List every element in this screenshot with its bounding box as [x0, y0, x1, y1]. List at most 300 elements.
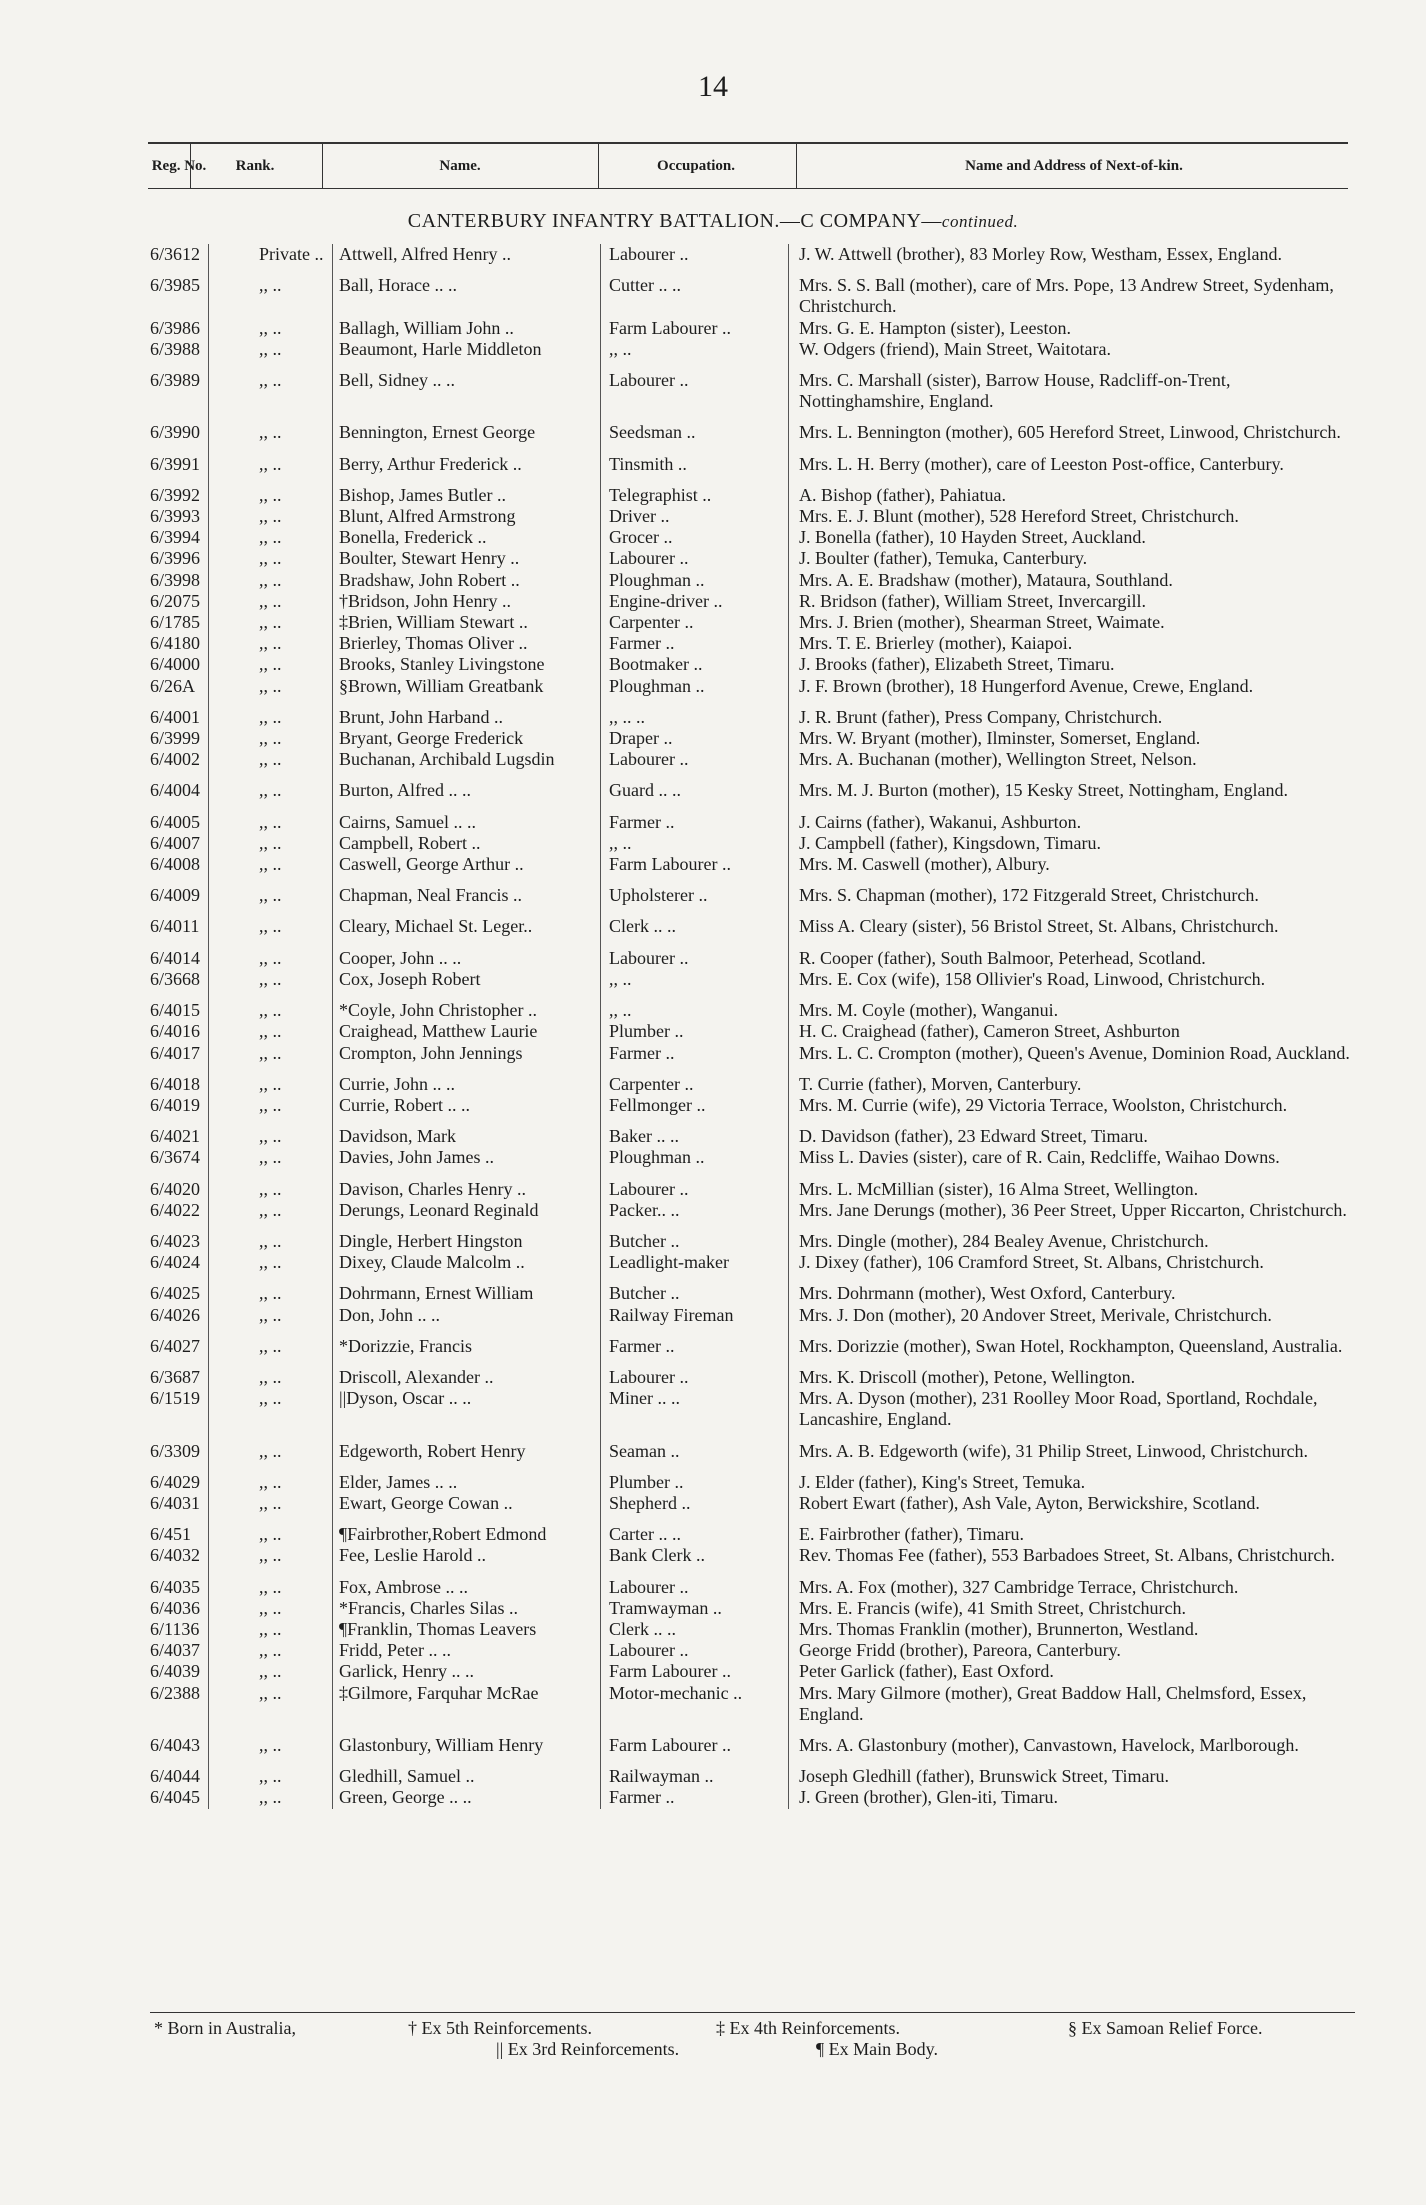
rank: ,, .. — [209, 360, 333, 412]
footer-rule — [150, 2012, 1355, 2013]
soldier-name: Bonella, Frederick .. — [333, 527, 601, 548]
soldier-name: Ball, Horace .. .. — [333, 265, 601, 317]
reg-number: 6/1136 — [150, 1618, 200, 1639]
table-row — [150, 1598, 1355, 1619]
table-row — [150, 1388, 1355, 1430]
reg-number: 6/4017 — [150, 1042, 201, 1063]
reg-number: 6/4037 — [150, 1640, 201, 1661]
soldier-name: ‡Brien, William Stewart .. — [333, 612, 601, 633]
rank: ,, .. — [209, 527, 333, 548]
next-of-kin: J. W. Attwell (brother), 83 Morley Row, Westham, Essex, England. — [789, 244, 1356, 265]
column-header-reg: Reg. No. — [151, 158, 207, 174]
reg-number: 6/4044 — [150, 1766, 201, 1787]
reg-number: 6/3612 — [150, 244, 201, 264]
table-row — [150, 591, 1355, 612]
reg-number: 6/3992 — [150, 484, 201, 505]
rank: ,, .. — [209, 697, 333, 728]
rank: ,, .. — [209, 1725, 333, 1756]
next-of-kin: E. Fairbrother (father), Timaru. — [789, 1514, 1356, 1545]
table-row — [150, 875, 1355, 906]
reg-number: 6/26A — [150, 675, 195, 696]
next-of-kin: D. Davidson (father), 23 Edward Street, Timaru. — [789, 1116, 1356, 1147]
soldier-name: Ballagh, William John .. — [333, 318, 601, 339]
reg-number: 6/4023 — [150, 1230, 201, 1251]
next-of-kin: Mrs. W. Bryant (mother), Ilminster, Somerset, England. — [789, 728, 1356, 749]
next-of-kin: T. Currie (father), Morven, Canterbury. — [789, 1064, 1356, 1095]
occupation: Railwayman .. — [601, 1756, 789, 1787]
table-row — [150, 1147, 1355, 1168]
rank: ,, .. — [209, 548, 333, 569]
occupation: Clerk .. .. — [601, 906, 789, 937]
occupation: ,, .. — [601, 833, 789, 854]
rank: ,, .. — [209, 1598, 333, 1619]
occupation: ,, .. — [601, 969, 789, 990]
occupation: Carpenter .. — [601, 612, 789, 633]
table-row — [150, 906, 1355, 937]
rank: ,, .. — [209, 833, 333, 854]
occupation: Labourer .. — [601, 1169, 789, 1200]
rank: ,, .. — [209, 1388, 333, 1430]
occupation: Leadlight-maker — [601, 1252, 789, 1273]
rank: ,, .. — [209, 612, 333, 633]
reg-number: 6/4016 — [150, 1021, 201, 1042]
soldier-name: Bishop, James Butler .. — [333, 475, 601, 506]
rank: ,, .. — [209, 633, 333, 654]
table-row — [150, 654, 1355, 675]
rank: ,, .. — [209, 969, 333, 990]
next-of-kin: Mrs. S. S. Ball (mother), care of Mrs. Pope, 13 Andrew Street, Sydenham, Christchurch. — [789, 265, 1356, 317]
occupation: Grocer .. — [601, 527, 789, 548]
reg-number: 6/3991 — [150, 453, 201, 474]
reg-number: 6/4005 — [150, 811, 201, 832]
reg-number: 6/4026 — [150, 1304, 201, 1325]
soldier-name: Beaumont, Harle Middleton — [333, 339, 601, 360]
soldier-name: Brooks, Stanley Livingstone — [333, 654, 601, 675]
table-row — [150, 412, 1355, 443]
reg-number: 6/3674 — [150, 1147, 201, 1168]
occupation: Ploughman .. — [601, 1147, 789, 1168]
table-row — [150, 318, 1355, 339]
reg-number: 6/1519 — [150, 1388, 201, 1409]
rank: ,, .. — [209, 1326, 333, 1357]
rank: ,, .. — [209, 1661, 333, 1682]
next-of-kin: Mrs. K. Driscoll (mother), Petone, Wellington. — [789, 1357, 1356, 1388]
rank: ,, .. — [209, 1683, 333, 1725]
reg-number: 6/4014 — [150, 947, 201, 968]
rank: ,, .. — [209, 1357, 333, 1388]
next-of-kin: Mrs. E. Francis (wife), 41 Smith Street, Christchurch. — [789, 1598, 1356, 1619]
next-of-kin: J. Bonella (father), 10 Hayden Street, Auckland. — [789, 527, 1356, 548]
next-of-kin: Mrs. Dohrmann (mother), West Oxford, Canterbury. — [789, 1273, 1356, 1304]
soldier-name: Davidson, Mark — [333, 1116, 601, 1147]
soldier-name: Davison, Charles Henry .. — [333, 1169, 601, 1200]
next-of-kin: W. Odgers (friend), Main Street, Waitotara. — [789, 339, 1356, 360]
soldier-name: Dohrmann, Ernest William — [333, 1273, 601, 1304]
occupation: Farmer .. — [601, 1043, 789, 1064]
next-of-kin: Mrs. L. C. Crompton (mother), Queen's Avenue, Dominion Road, Auckland. — [789, 1043, 1356, 1064]
table-row — [150, 1756, 1355, 1787]
next-of-kin: J. Green (brother), Glen-iti, Timaru. — [789, 1787, 1356, 1808]
next-of-kin: A. Bishop (father), Pahiatua. — [789, 475, 1356, 506]
occupation: Labourer .. — [601, 1357, 789, 1388]
soldier-name: Davies, John James .. — [333, 1147, 601, 1168]
footnote-ex-samoan: § Ex Samoan Relief Force. — [1068, 2018, 1263, 2038]
rank: ,, .. — [209, 444, 333, 475]
reg-number: 6/4036 — [150, 1597, 201, 1618]
table-row — [150, 527, 1355, 548]
soldier-name: Brierley, Thomas Oliver .. — [333, 633, 601, 654]
reg-number: 6/4001 — [150, 706, 201, 727]
occupation: Miner .. .. — [601, 1388, 789, 1430]
occupation: ,, .. .. — [601, 697, 789, 728]
reg-number: 6/4032 — [150, 1545, 201, 1566]
occupation: Labourer .. — [601, 244, 789, 265]
soldier-name: Gledhill, Samuel .. — [333, 1756, 601, 1787]
next-of-kin: J. F. Brown (brother), 18 Hungerford Avenue, Crewe, England. — [789, 676, 1356, 697]
occupation: Packer.. .. — [601, 1200, 789, 1221]
occupation: Ploughman .. — [601, 570, 789, 591]
occupation: Butcher .. — [601, 1273, 789, 1304]
soldier-name: Caswell, George Arthur .. — [333, 854, 601, 875]
next-of-kin: H. C. Craighead (father), Cameron Street, Ashburton — [789, 1021, 1356, 1042]
table-row — [150, 1021, 1355, 1042]
occupation: Tramwayman .. — [601, 1598, 789, 1619]
table-row — [150, 506, 1355, 527]
soldier-name: ||Dyson, Oscar .. .. — [333, 1388, 601, 1430]
next-of-kin: R. Bridson (father), William Street, Invercargill. — [789, 591, 1356, 612]
next-of-kin: Mrs. C. Marshall (sister), Barrow House, Radcliff-on-Trent, Nottinghamshire, England. — [789, 360, 1356, 412]
table-row — [150, 265, 1355, 317]
soldier-name: †Bridson, John Henry .. — [333, 591, 601, 612]
table-row — [150, 770, 1355, 801]
rank: ,, .. — [209, 728, 333, 749]
soldier-name: Currie, Robert .. .. — [333, 1095, 601, 1116]
next-of-kin: Mrs. M. Caswell (mother), Albury. — [789, 854, 1356, 875]
reg-number: 6/3687 — [150, 1366, 201, 1387]
next-of-kin: Mrs. L. Bennington (mother), 605 Hereford Street, Linwood, Christchurch. — [789, 412, 1356, 443]
soldier-name: Cooper, John .. .. — [333, 938, 601, 969]
reg-number: 6/2075 — [150, 590, 201, 611]
occupation: Farmer .. — [601, 1326, 789, 1357]
next-of-kin: Robert Ewart (father), Ash Vale, Ayton, Berwickshire, Scotland. — [789, 1493, 1356, 1514]
next-of-kin: J. Brooks (father), Elizabeth Street, Timaru. — [789, 654, 1356, 675]
reg-number: 6/3990 — [150, 422, 201, 443]
next-of-kin: Mrs. L. McMillian (sister), 16 Alma Street, Wellington. — [789, 1169, 1356, 1200]
reg-number: 6/4029 — [150, 1471, 201, 1492]
occupation: Labourer .. — [601, 938, 789, 969]
rank: ,, .. — [209, 265, 333, 317]
table-row — [150, 633, 1355, 654]
rank: ,, .. — [209, 990, 333, 1021]
table-row — [150, 1116, 1355, 1147]
page-number: 14 — [698, 70, 728, 103]
table-row — [150, 802, 1355, 833]
soldier-name: Campbell, Robert .. — [333, 833, 601, 854]
reg-number: 6/3309 — [150, 1440, 201, 1461]
occupation: Farmer .. — [601, 1787, 789, 1808]
reg-number: 6/4020 — [150, 1178, 201, 1199]
soldier-name: ‡Gilmore, Farquhar McRae — [333, 1683, 601, 1725]
footnote-ex-main: ¶ Ex Main Body. — [816, 2039, 938, 2059]
soldier-name: Bradshaw, John Robert .. — [333, 570, 601, 591]
next-of-kin: George Fridd (brother), Pareora, Canterbury. — [789, 1640, 1356, 1661]
occupation: Labourer .. — [601, 1567, 789, 1598]
footnote-ex-4th: ‡ Ex 4th Reinforcements. — [716, 2018, 900, 2038]
table-row — [150, 938, 1355, 969]
occupation: Carpenter .. — [601, 1064, 789, 1095]
rank: ,, .. — [209, 1514, 333, 1545]
occupation: ,, .. — [601, 990, 789, 1021]
soldier-name: Bell, Sidney .. .. — [333, 360, 601, 412]
rank: ,, .. — [209, 1273, 333, 1304]
rank: ,, .. — [209, 475, 333, 506]
rank: ,, .. — [209, 854, 333, 875]
occupation: Shepherd .. — [601, 1493, 789, 1514]
table-row — [150, 1357, 1355, 1388]
occupation: Labourer .. — [601, 1640, 789, 1661]
occupation: Fellmonger .. — [601, 1095, 789, 1116]
reg-number: 6/4009 — [150, 885, 201, 906]
next-of-kin: Mrs. A. Glastonbury (mother), Canvastown, Havelock, Marlborough. — [789, 1725, 1356, 1756]
reg-number: 6/3999 — [150, 728, 201, 749]
reg-number: 6/4011 — [150, 916, 200, 937]
rank: ,, .. — [209, 1567, 333, 1598]
occupation: Farmer .. — [601, 633, 789, 654]
rank: ,, .. — [209, 1116, 333, 1147]
table-row — [150, 990, 1355, 1021]
soldier-name: Attwell, Alfred Henry .. — [333, 244, 601, 265]
table-row — [150, 1252, 1355, 1273]
occupation: Labourer .. — [601, 360, 789, 412]
rank: ,, .. — [209, 1169, 333, 1200]
rank: ,, .. — [209, 1095, 333, 1116]
occupation: Ploughman .. — [601, 676, 789, 697]
rank: ,, .. — [209, 802, 333, 833]
rank: ,, .. — [209, 770, 333, 801]
soldier-name: Crompton, John Jennings — [333, 1043, 601, 1064]
next-of-kin: Mrs. M. Currie (wife), 29 Victoria Terrace, Woolston, Christchurch. — [789, 1095, 1356, 1116]
soldier-name: Derungs, Leonard Reginald — [333, 1200, 601, 1221]
section-title-text: CANTERBURY INFANTRY BATTALION.—C COMPANY— — [407, 210, 942, 232]
soldier-name: Brunt, John Harband .. — [333, 697, 601, 728]
occupation: ,, .. — [601, 339, 789, 360]
next-of-kin: Mrs. S. Chapman (mother), 172 Fitzgerald Street, Christchurch. — [789, 875, 1356, 906]
occupation: Baker .. .. — [601, 1116, 789, 1147]
next-of-kin: Mrs. A. Dyson (mother), 231 Roolley Moor Road, Sportland, Rochdale, Lancashire, England. — [789, 1388, 1356, 1430]
soldier-name: Green, George .. .. — [333, 1787, 601, 1808]
rank: ,, .. — [209, 318, 333, 339]
table-row — [150, 728, 1355, 749]
table-row — [150, 1043, 1355, 1064]
rank: ,, .. — [209, 1619, 333, 1640]
next-of-kin: Mrs. G. E. Hampton (sister), Leeston. — [789, 318, 1356, 339]
occupation: Seaman .. — [601, 1431, 789, 1462]
reg-number: 6/1785 — [150, 612, 201, 633]
rank: ,, .. — [209, 506, 333, 527]
rank: ,, .. — [209, 1200, 333, 1221]
occupation: Plumber .. — [601, 1462, 789, 1493]
rank: ,, .. — [209, 591, 333, 612]
occupation: Driver .. — [601, 506, 789, 527]
reg-number: 6/2388 — [150, 1682, 201, 1703]
next-of-kin: J. Cairns (father), Wakanui, Ashburton. — [789, 802, 1356, 833]
next-of-kin: Mrs. Dingle (mother), 284 Bealey Avenue, Christchurch. — [789, 1221, 1356, 1252]
next-of-kin: Mrs. T. E. Brierley (mother), Kaiapoi. — [789, 633, 1356, 654]
soldier-name: *Francis, Charles Silas .. — [333, 1598, 601, 1619]
table-row — [150, 1200, 1355, 1221]
soldier-name: *Dorizzie, Francis — [333, 1326, 601, 1357]
next-of-kin: J. Boulter (father), Temuka, Canterbury. — [789, 548, 1356, 569]
soldier-name: Blunt, Alfred Armstrong — [333, 506, 601, 527]
table-row — [150, 1169, 1355, 1200]
rank: Private .. — [209, 244, 333, 265]
reg-number: 6/4180 — [150, 633, 201, 654]
soldier-name: Bennington, Ernest George — [333, 412, 601, 443]
column-header-rank: Rank. — [235, 158, 275, 174]
occupation: Telegraphist .. — [601, 475, 789, 506]
table-row — [150, 1221, 1355, 1252]
rank: ,, .. — [209, 875, 333, 906]
reg-number: 6/4025 — [150, 1283, 201, 1304]
table-row — [150, 1064, 1355, 1095]
reg-number: 6/3993 — [150, 506, 201, 527]
reg-number: 6/3998 — [150, 569, 201, 590]
soldier-name: Cox, Joseph Robert — [333, 969, 601, 990]
reg-number: 6/4031 — [150, 1492, 201, 1513]
table-row — [150, 1326, 1355, 1357]
rank: ,, .. — [209, 1787, 333, 1808]
soldier-name: Boulter, Stewart Henry .. — [333, 548, 601, 569]
soldier-name: ¶Fairbrother,Robert Edmond — [333, 1514, 601, 1545]
rank: ,, .. — [209, 412, 333, 443]
occupation: Plumber .. — [601, 1021, 789, 1042]
next-of-kin: Mrs. Jane Derungs (mother), 36 Peer Street, Upper Riccarton, Christchurch. — [789, 1200, 1356, 1221]
reg-number: 6/4008 — [150, 854, 201, 875]
next-of-kin: Mrs. Dorizzie (mother), Swan Hotel, Rockhampton, Queensland, Australia. — [789, 1326, 1356, 1357]
reg-number: 6/4043 — [150, 1734, 201, 1755]
reg-number: 6/4039 — [150, 1661, 201, 1682]
reg-number: 6/4021 — [150, 1126, 201, 1147]
table-row — [150, 1462, 1355, 1493]
roll-table — [150, 244, 1355, 1809]
soldier-name: Fridd, Peter .. .. — [333, 1640, 601, 1661]
table-row — [150, 749, 1355, 770]
next-of-kin: Rev. Thomas Fee (father), 553 Barbadoes Street, St. Albans, Christchurch. — [789, 1545, 1356, 1566]
next-of-kin: Mrs. J. Brien (mother), Shearman Street, Waimate. — [789, 612, 1356, 633]
soldier-name: Ewart, George Cowan .. — [333, 1493, 601, 1514]
table-row — [150, 1640, 1355, 1661]
soldier-name: Bryant, George Frederick — [333, 728, 601, 749]
table-row — [150, 570, 1355, 591]
table-row — [150, 676, 1355, 697]
next-of-kin: Mrs. Thomas Franklin (mother), Brunnerton, Westland. — [789, 1619, 1356, 1640]
reg-number: 6/3996 — [150, 548, 201, 569]
table-row — [150, 1514, 1355, 1545]
reg-number: 6/3994 — [150, 527, 201, 548]
reg-number: 6/3988 — [150, 338, 201, 359]
occupation: Seedsman .. — [601, 412, 789, 443]
occupation: Guard .. .. — [601, 770, 789, 801]
reg-number: 6/4024 — [150, 1252, 201, 1273]
next-of-kin: Mrs. E. J. Blunt (mother), 528 Hereford Street, Christchurch. — [789, 506, 1356, 527]
next-of-kin: J. Dixey (father), 106 Cramford Street, St. Albans, Christchurch. — [789, 1252, 1356, 1273]
rank: ,, .. — [209, 676, 333, 697]
column-header-name: Name. — [439, 158, 481, 174]
reg-number: 6/451 — [150, 1524, 192, 1545]
occupation: Upholsterer .. — [601, 875, 789, 906]
soldier-name: Burton, Alfred .. .. — [333, 770, 601, 801]
next-of-kin: Peter Garlick (father), East Oxford. — [789, 1661, 1356, 1682]
rank: ,, .. — [209, 1064, 333, 1095]
rank: ,, .. — [209, 906, 333, 937]
soldier-name: Chapman, Neal Francis .. — [333, 875, 601, 906]
occupation: Farm Labourer .. — [601, 1661, 789, 1682]
rank: ,, .. — [209, 1431, 333, 1462]
header-rule-bottom — [148, 188, 1348, 189]
next-of-kin: J. Elder (father), King's Street, Temuka. — [789, 1462, 1356, 1493]
rank: ,, .. — [209, 1462, 333, 1493]
occupation: Labourer .. — [601, 548, 789, 569]
next-of-kin: R. Cooper (father), South Balmoor, Peterhead, Scotland. — [789, 938, 1356, 969]
soldier-name: Dingle, Herbert Hingston — [333, 1221, 601, 1252]
rank: ,, .. — [209, 1043, 333, 1064]
rank: ,, .. — [209, 1305, 333, 1326]
reg-number: 6/4002 — [150, 749, 201, 770]
table-row — [150, 1619, 1355, 1640]
occupation: Farm Labourer .. — [601, 318, 789, 339]
reg-number: 6/4045 — [150, 1787, 201, 1808]
table-row — [150, 697, 1355, 728]
table-row — [150, 1545, 1355, 1566]
soldier-name: Garlick, Henry .. .. — [333, 1661, 601, 1682]
table-row — [150, 339, 1355, 360]
table-row — [150, 1273, 1355, 1304]
occupation: Labourer .. — [601, 749, 789, 770]
section-title-suffix: continued. — [941, 212, 1019, 231]
reg-number: 6/4019 — [150, 1094, 201, 1115]
next-of-kin: Mrs. M. Coyle (mother), Wanganui. — [789, 990, 1356, 1021]
next-of-kin: Mrs. A. E. Bradshaw (mother), Mataura, Southland. — [789, 570, 1356, 591]
rank: ,, .. — [209, 1147, 333, 1168]
occupation: Carter .. .. — [601, 1514, 789, 1545]
soldier-name: Glastonbury, William Henry — [333, 1725, 601, 1756]
table-row — [150, 833, 1355, 854]
table-row — [150, 1683, 1355, 1725]
next-of-kin: J. Campbell (father), Kingsdown, Timaru. — [789, 833, 1356, 854]
soldier-name: Craighead, Matthew Laurie — [333, 1021, 601, 1042]
reg-number: 6/4027 — [150, 1335, 201, 1356]
rank: ,, .. — [209, 654, 333, 675]
table-row — [150, 444, 1355, 475]
reg-number: 6/4004 — [150, 780, 201, 801]
occupation: Bank Clerk .. — [601, 1545, 789, 1566]
column-header-occupation: Occupation. — [657, 158, 735, 174]
table-row — [150, 1725, 1355, 1756]
soldier-name: Currie, John .. .. — [333, 1064, 601, 1095]
table-row — [150, 360, 1355, 412]
soldier-name: Don, John .. .. — [333, 1305, 601, 1326]
column-header-next-of-kin: Name and Address of Next-of-kin. — [965, 158, 1183, 174]
table-row — [150, 1095, 1355, 1116]
soldier-name: *Coyle, John Christopher .. — [333, 990, 601, 1021]
next-of-kin: Mrs. M. J. Burton (mother), 15 Kesky Street, Nottingham, England. — [789, 770, 1356, 801]
table-row — [150, 1787, 1355, 1808]
soldier-name: §Brown, William Greatbank — [333, 676, 601, 697]
next-of-kin: Mrs. L. H. Berry (mother), care of Leeston Post-office, Canterbury. — [789, 444, 1356, 475]
rank: ,, .. — [209, 1021, 333, 1042]
footnote-ex-5th: † Ex 5th Reinforcements. — [408, 2018, 592, 2038]
soldier-name: Fee, Leslie Harold .. — [333, 1545, 601, 1566]
